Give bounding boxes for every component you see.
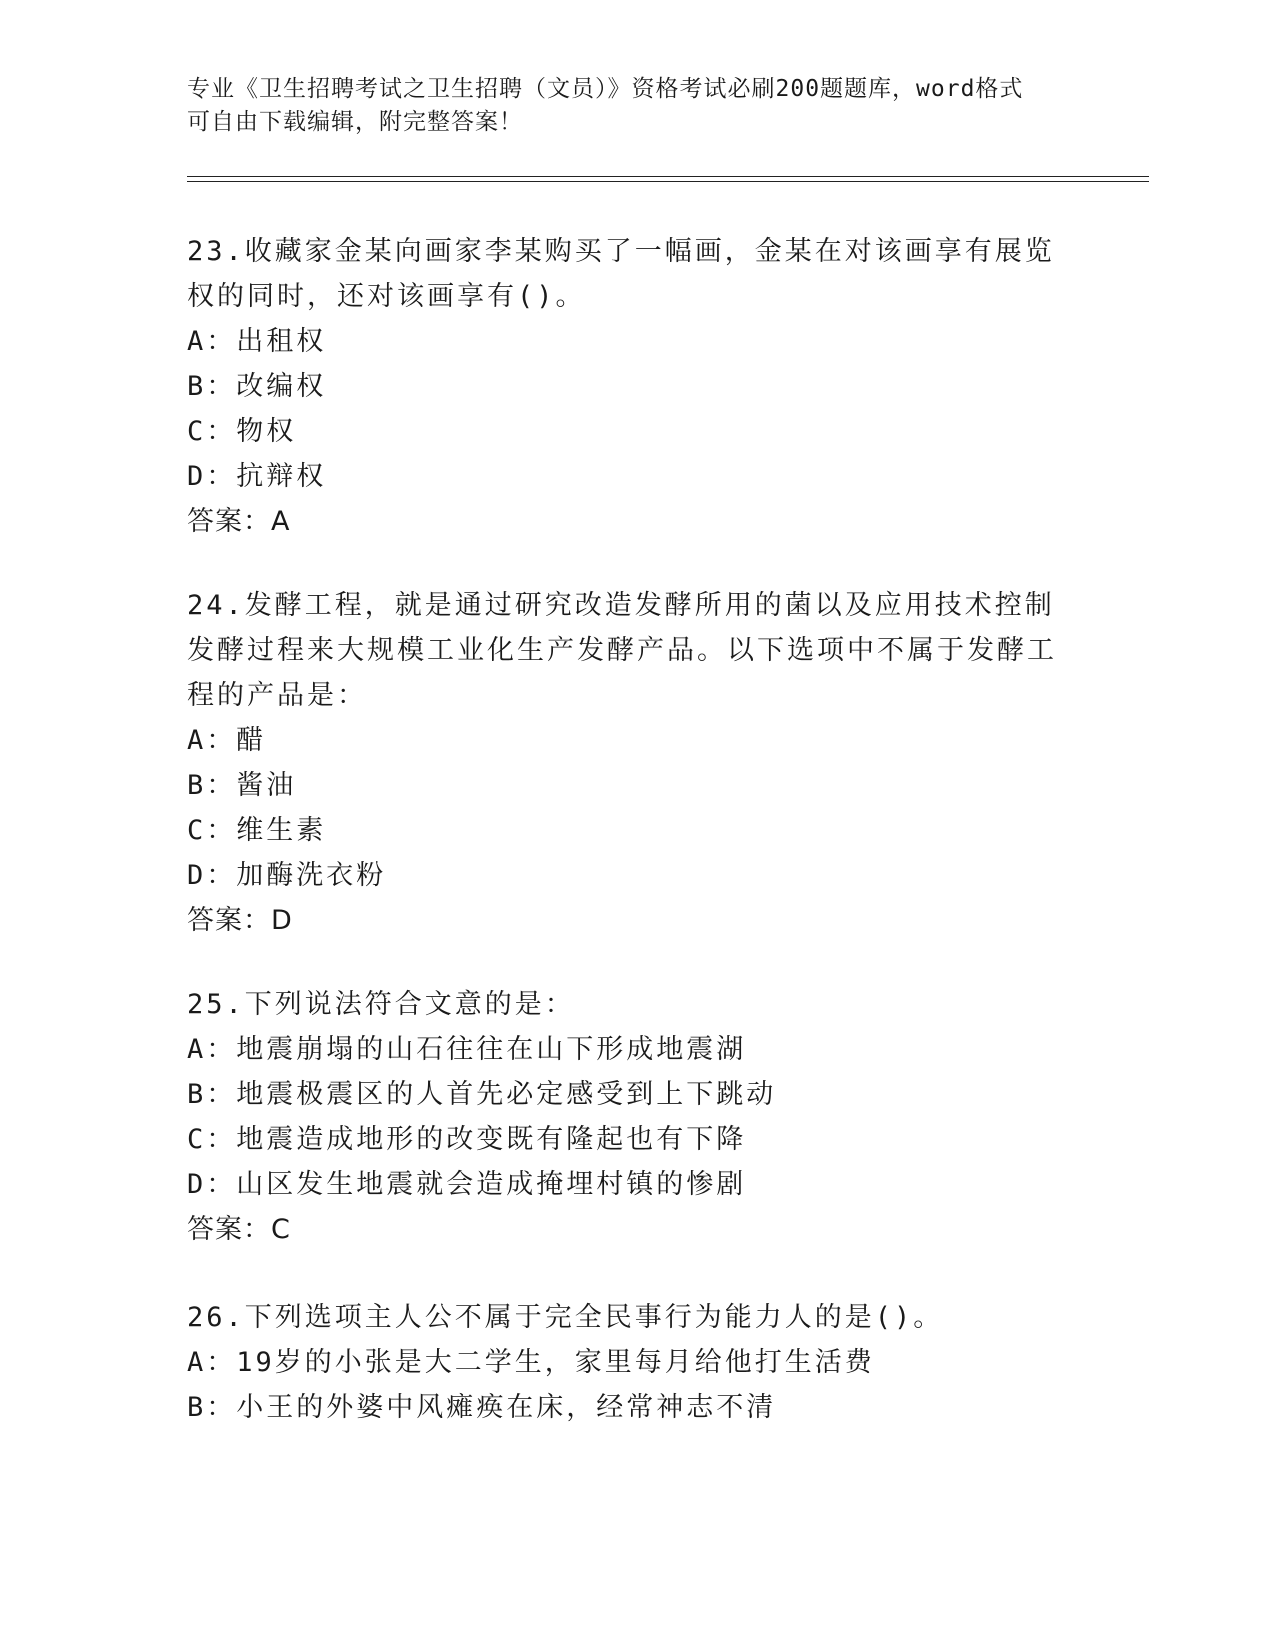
option-c: C：地震造成地形的改变既有隆起也有下降 — [187, 1124, 747, 1155]
header-divider-bottom — [187, 181, 1149, 182]
question-text: 23.收藏家金某向画家李某购买了一幅画，金某在对该画享有展览权的同时，还对该画享有()。 — [187, 236, 1055, 312]
option-c: C：维生素 — [187, 815, 327, 846]
header-line-2: 可自由下载编辑，附完整答案！ — [187, 109, 523, 135]
answer: 答案：D — [187, 905, 293, 936]
option-b: B：地震极震区的人首先必定感受到上下跳动 — [187, 1079, 777, 1110]
question-text: 24.发酵工程，就是通过研究改造发酵所用的菌以及应用技术控制发酵过程来大规模工业化生产发酵产品。以下选项中不属于发酵工程的产品是： — [187, 590, 1057, 711]
option-a: A：19岁的小张是大二学生，家里每月给他打生活费 — [187, 1347, 875, 1378]
question-text: 25.下列说法符合文意的是： — [187, 989, 575, 1020]
option-b: B：改编权 — [187, 371, 327, 402]
question-24 — [187, 583, 1067, 943]
option-d: D：抗辩权 — [187, 461, 327, 492]
option-a: A：地震崩塌的山石往往在山下形成地震湖 — [187, 1034, 747, 1065]
option-b: B：小王的外婆中风瘫痪在床，经常神志不清 — [187, 1392, 777, 1423]
option-a: A：出租权 — [187, 326, 327, 357]
option-b: B：酱油 — [187, 770, 297, 801]
header-line-1: 专业《卫生招聘考试之卫生招聘（文员）》资格考试必刷200题题库，word格式 — [187, 76, 1024, 102]
question-text: 26.下列选项主人公不属于完全民事行为能力人的是()。 — [187, 1302, 944, 1333]
option-a: A：醋 — [187, 725, 267, 756]
question-25 — [187, 982, 1067, 1252]
option-d: D：加酶洗衣粉 — [187, 860, 387, 891]
option-d: D：山区发生地震就会造成掩埋村镇的惨剧 — [187, 1169, 747, 1200]
document-header — [187, 73, 1057, 139]
question-23 — [187, 229, 1067, 544]
answer: 答案：A — [187, 506, 291, 537]
header-divider-top — [187, 176, 1149, 177]
question-26 — [187, 1295, 1067, 1430]
option-c: C：物权 — [187, 416, 297, 447]
answer: 答案：C — [187, 1214, 291, 1245]
